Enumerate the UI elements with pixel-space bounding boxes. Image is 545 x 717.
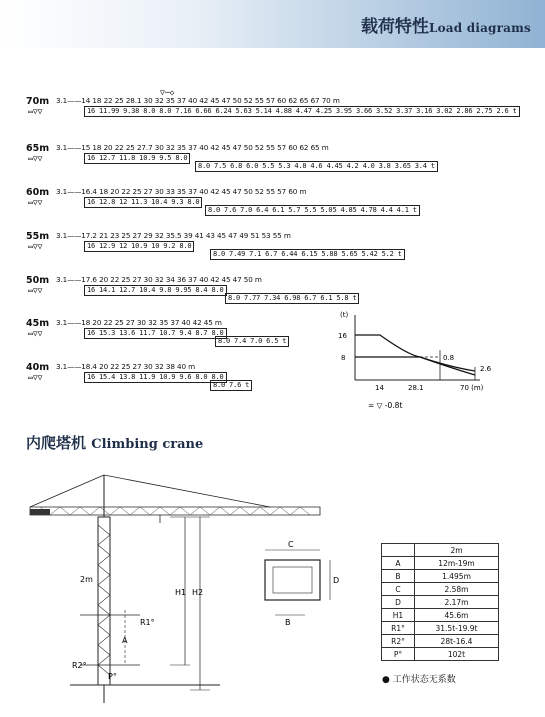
climbing-spec-table <box>381 543 499 661</box>
table-row <box>382 635 499 648</box>
climbing-crane-drawing <box>20 465 350 715</box>
page-title-en: Load diagrams <box>428 21 531 35</box>
jib-length: 40m <box>26 362 50 373</box>
chart-y-tick-16: 16 <box>338 332 347 340</box>
chart-y-unit: (t) <box>340 311 349 319</box>
jib-length: 70m <box>26 96 50 107</box>
row-value: 2.58m <box>415 583 499 596</box>
row-value: 2.17m <box>415 596 499 609</box>
chart-label-2-6: 2.6 <box>480 365 492 373</box>
load-values-reduced: 8.0 7.5 6.8 6.0 5.5 5.3 4.8 4.6 4.45 4.2 4.0 3.8 3.65 3.4 t <box>195 161 438 172</box>
row-key: C <box>382 583 415 596</box>
load-values-reduced: 8.0 7.77 7.34 6.98 6.7 6.1 5.8 t <box>225 293 359 304</box>
jib-length: 60m <box>26 187 50 198</box>
row-value: 102t <box>415 648 499 661</box>
table-row <box>382 583 499 596</box>
row-key: B <box>382 570 415 583</box>
jib-length: 65m <box>26 143 50 154</box>
hook-icon: ▭▽▽ <box>28 373 43 382</box>
table-row <box>382 648 499 661</box>
radius-values: 3.1——18.4 20 22 25 27 30 32 38 40 m <box>56 362 196 371</box>
chart-label-0-8: 0.8 <box>443 354 455 362</box>
dim-b: B <box>285 618 291 627</box>
load-row <box>0 96 545 130</box>
load-values: 16 12.7 11.8 10.9 9.5 8.0 <box>84 153 190 164</box>
row-key: R1° <box>382 622 415 635</box>
radius-values: 3.1——15 18 20 22 25 27.7 30 32 35 37 40 42 45 47 50 52 55 57 60 62 65 m <box>56 143 329 152</box>
row-value: 1.495m <box>415 570 499 583</box>
row-key: P° <box>382 648 415 661</box>
table-header: 2m <box>415 544 499 557</box>
jib-length: 45m <box>26 318 50 329</box>
row-value: 28t-16.4 <box>415 635 499 648</box>
dim-h2: H2 <box>192 588 204 597</box>
climbing-crane-title <box>26 432 203 453</box>
row-key: A <box>382 557 415 570</box>
jib-length: 55m <box>26 231 50 242</box>
dim-d: D <box>333 576 340 585</box>
radius-values: 3.1——18 20 22 25 27 30 32 35 37 40 42 45 m <box>56 318 222 327</box>
load-values: 16 12.8 12 11.3 10.4 9.3 8.0 <box>84 197 202 208</box>
load-row <box>0 231 545 265</box>
load-values-reduced: 8.0 7.6 t <box>210 380 252 391</box>
load-row <box>0 187 545 221</box>
table-row <box>382 609 499 622</box>
dim-r2: R2° <box>72 661 87 670</box>
hook-icon: ▭▽▽ <box>28 329 43 338</box>
chart-note: = ▽ -0.8t <box>368 401 403 410</box>
climbing-title-en: Climbing crane <box>91 437 204 452</box>
working-state-note: ● 工作状态无系数 <box>382 675 456 685</box>
row-key: R2° <box>382 635 415 648</box>
dim-a: A <box>122 636 128 645</box>
dim-c: C <box>288 540 294 549</box>
page-title-cn: 载荷特性 <box>360 17 429 37</box>
radius-values: 3.1——17.2 21 23 25 27 29 32 35.5 39 41 43 45 47 49 51 53 55 m <box>56 231 291 240</box>
row-value: 45.6m <box>415 609 499 622</box>
chart-x-tick-28: 28.1 <box>408 384 424 392</box>
table-row <box>382 596 499 609</box>
dim-r1: R1° <box>140 618 155 627</box>
row-key: D <box>382 596 415 609</box>
dim-2m: 2m <box>80 575 93 584</box>
hook-symbol: ▽─◇ <box>160 88 175 97</box>
hook-icon: ▭▽▽ <box>28 198 43 207</box>
table-row <box>382 622 499 635</box>
load-values-reduced: 8.0 7.49 7.1 6.7 6.44 6.15 5.88 5.65 5.42 5.2 t <box>210 249 405 260</box>
dim-h1: H1 <box>175 588 187 597</box>
jib-length: 50m <box>26 275 50 286</box>
load-values-reduced: 8.0 7.6 7.0 6.4 6.1 5.7 5.5 5.05 4.85 4.78 4.4 4.1 t <box>205 205 420 216</box>
load-row <box>0 275 545 309</box>
load-values: 16 11.99 9.38 8.0 8.0 7.16 6.66 6.24 5.63 5.14 4.88 4.47 4.25 3.95 3.66 3.52 3.37 3.16 3.02 2.86 2.75 2.6 t <box>84 106 520 117</box>
row-value: 12m-19m <box>415 557 499 570</box>
table-row <box>382 557 499 570</box>
hook-icon: ▭▽▽ <box>28 242 43 251</box>
radius-values: 3.1——17.6 20 22 25 27 30 32 34 36 37 40 42 45 47 50 m <box>56 275 262 284</box>
row-key: H1 <box>382 609 415 622</box>
hook-icon: ▭▽▽ <box>28 286 43 295</box>
row-value: 31.5t-19.9t <box>415 622 499 635</box>
load-values: 16 15.3 13.6 11.7 10.7 9.4 8.7 8.0 <box>84 328 227 339</box>
load-values-reduced: 8.0 7.4 7.0 6.5 t <box>215 336 289 347</box>
hook-icon: ▭▽▽ <box>28 107 43 116</box>
hook-icon: ▭▽▽ <box>28 154 43 163</box>
load-row <box>0 143 545 177</box>
radius-values: 3.1——14 18 22 25 28.1 30 32 35 37 40 42 45 47 50 52 55 57 60 62 65 67 70 m <box>56 96 340 105</box>
load-curve-chart <box>330 305 505 415</box>
chart-x-tick-14: 14 <box>375 384 384 392</box>
dim-p: P° <box>108 672 117 681</box>
chart-x-tick-70: 70 (m) <box>460 384 484 392</box>
load-values: 16 14.1 12.7 10.4 9.8 9.95 8.4 8.0 <box>84 285 227 296</box>
radius-values: 3.1——16.4 18 20 22 25 27 30 33 35 37 40 42 45 47 50 52 55 57 60 m <box>56 187 307 196</box>
page-title <box>361 12 531 37</box>
load-values: 16 15.4 13.8 11.9 10.9 9.6 8.0 8.0 <box>84 372 227 383</box>
load-values: 16 12.9 12 10.9 10 9.2 8.0 <box>84 241 194 252</box>
climbing-title-cn: 内爬塔机 <box>26 434 87 452</box>
table-row <box>382 570 499 583</box>
chart-y-tick-8: 8 <box>341 354 346 362</box>
